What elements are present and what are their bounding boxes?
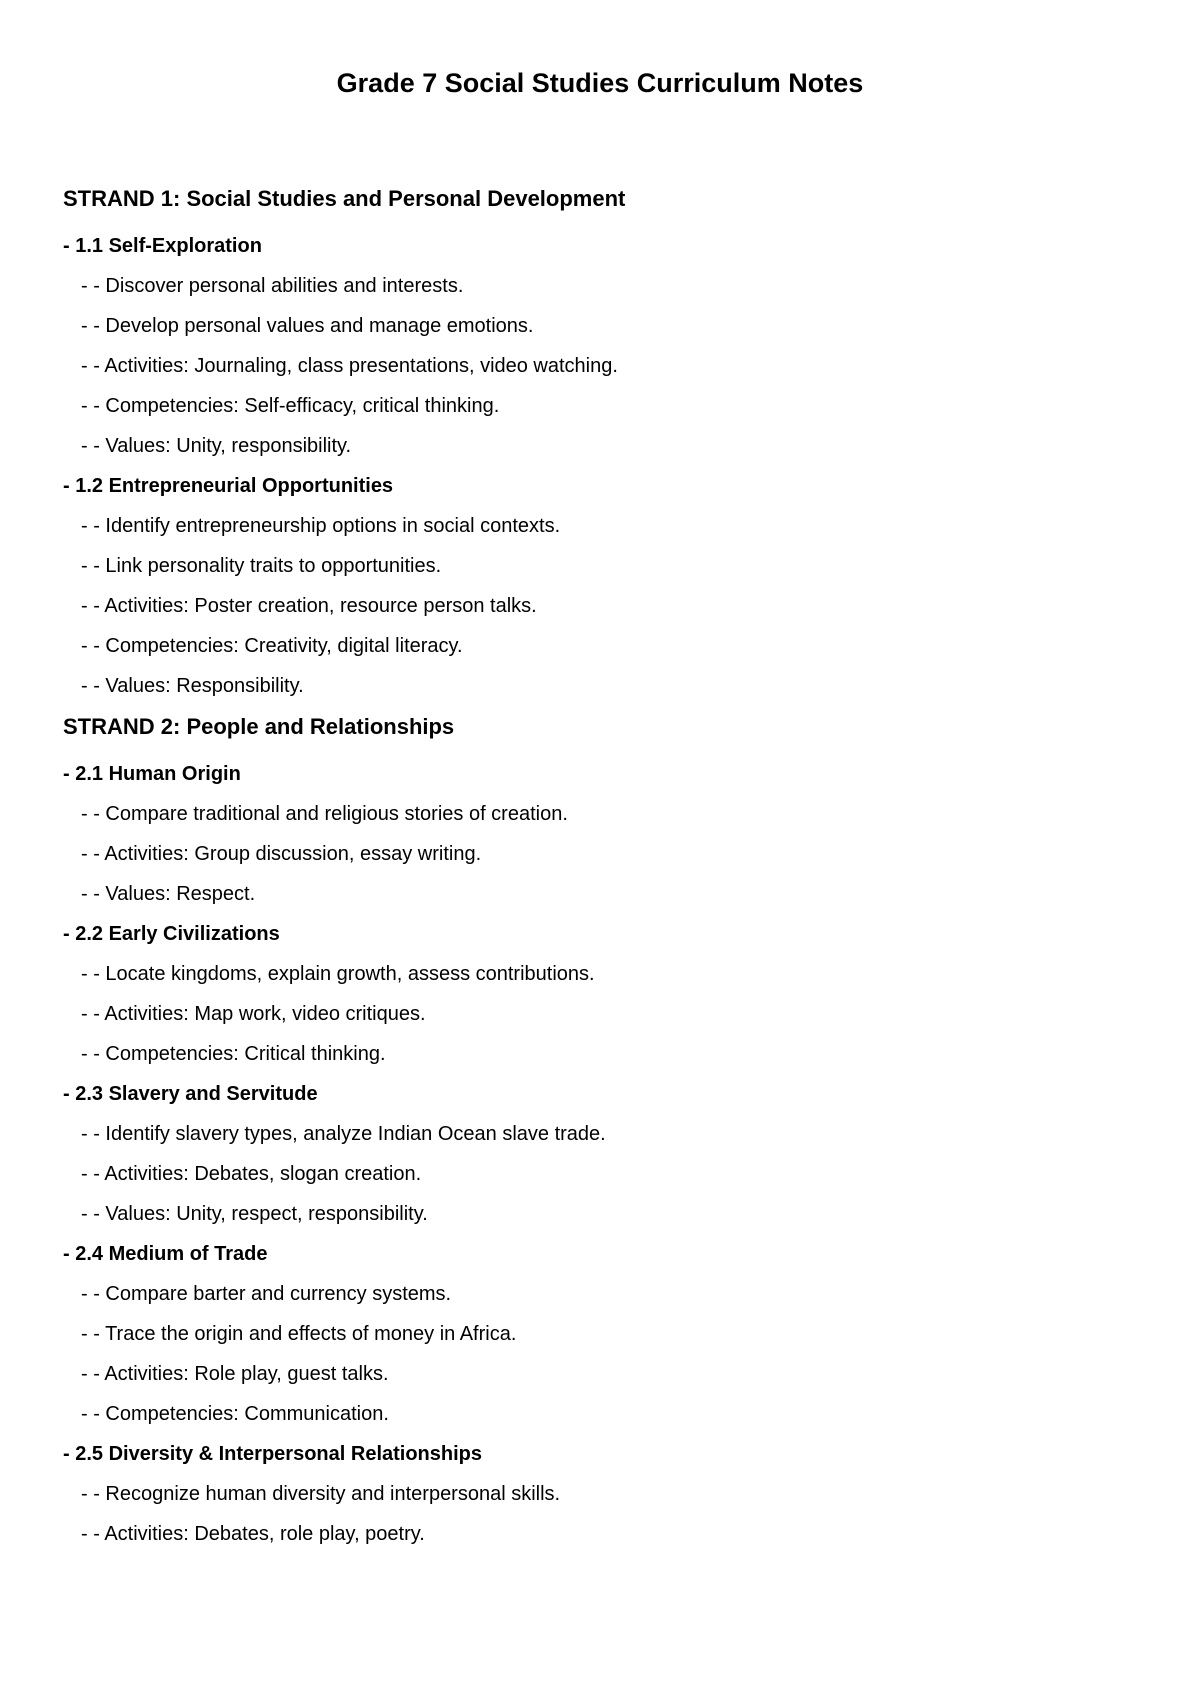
strand-heading: STRAND 2: People and Relationships <box>63 714 455 739</box>
strand-2 <box>63 713 1143 1547</box>
strand-1 <box>63 185 1143 699</box>
list-item: - - Activities: Map work, video critiques. <box>81 1003 426 1025</box>
bullet-list <box>63 1281 1143 1427</box>
list-item: - - Identify slavery types, analyze Indian Ocean slave trade. <box>81 1123 606 1145</box>
section-2-1 <box>63 761 1143 907</box>
list-item: - - Discover personal abilities and interests. <box>81 275 464 297</box>
list-item: - - Activities: Journaling, class presentations, video watching. <box>81 355 618 377</box>
section-heading: - 2.5 Diversity & Interpersonal Relationships <box>63 1443 483 1465</box>
bullet-list <box>63 961 1143 1067</box>
section-1-1 <box>63 233 1143 459</box>
section-2-4 <box>63 1241 1143 1427</box>
list-item: - - Activities: Role play, guest talks. <box>81 1363 389 1385</box>
section-heading: - 2.1 Human Origin <box>63 763 241 785</box>
list-item: - - Develop personal values and manage emotions. <box>81 315 534 337</box>
list-item: - - Competencies: Communication. <box>81 1403 389 1425</box>
list-item: - - Trace the origin and effects of money in Africa. <box>81 1323 517 1345</box>
bullet-list <box>63 801 1143 907</box>
section-2-2 <box>63 921 1143 1067</box>
list-item: - - Competencies: Creativity, digital literacy. <box>81 635 463 657</box>
section-heading: - 2.2 Early Civilizations <box>63 923 280 945</box>
list-item: - - Values: Responsibility. <box>81 675 304 697</box>
document-body <box>63 185 1143 1561</box>
bullet-list <box>63 1121 1143 1227</box>
section-2-3 <box>63 1081 1143 1227</box>
list-item: - - Recognize human diversity and interpersonal skills. <box>81 1483 561 1505</box>
list-item: - - Compare barter and currency systems. <box>81 1283 452 1305</box>
bullet-list <box>63 513 1143 699</box>
section-2-5 <box>63 1441 1143 1547</box>
list-item: - - Competencies: Self-efficacy, critical thinking. <box>81 395 500 417</box>
bullet-list <box>63 273 1143 459</box>
section-heading: - 1.2 Entrepreneurial Opportunities <box>63 475 394 497</box>
list-item: - - Activities: Debates, slogan creation. <box>81 1163 422 1185</box>
list-item: - - Values: Unity, responsibility. <box>81 435 352 457</box>
list-item: - - Values: Respect. <box>81 883 256 905</box>
list-item: - - Competencies: Critical thinking. <box>81 1043 386 1065</box>
section-heading: - 2.3 Slavery and Servitude <box>63 1083 318 1105</box>
list-item: - - Values: Unity, respect, responsibility. <box>81 1203 428 1225</box>
list-item: - - Activities: Debates, role play, poetry. <box>81 1523 425 1545</box>
list-item: - - Identify entrepreneurship options in social contexts. <box>81 515 561 537</box>
section-1-2 <box>63 473 1143 699</box>
strand-heading: STRAND 1: Social Studies and Personal Development <box>63 186 626 211</box>
bullet-list <box>63 1481 1143 1547</box>
list-item: - - Link personality traits to opportunities. <box>81 555 442 577</box>
list-item: - - Compare traditional and religious stories of creation. <box>81 803 568 825</box>
list-item: - - Activities: Group discussion, essay writing. <box>81 843 482 865</box>
section-heading: - 1.1 Self-Exploration <box>63 235 262 257</box>
list-item: - - Locate kingdoms, explain growth, assess contributions. <box>81 963 595 985</box>
document-title: Grade 7 Social Studies Curriculum Notes <box>336 68 864 98</box>
list-item: - - Activities: Poster creation, resource person talks. <box>81 595 537 617</box>
section-heading: - 2.4 Medium of Trade <box>63 1243 268 1265</box>
